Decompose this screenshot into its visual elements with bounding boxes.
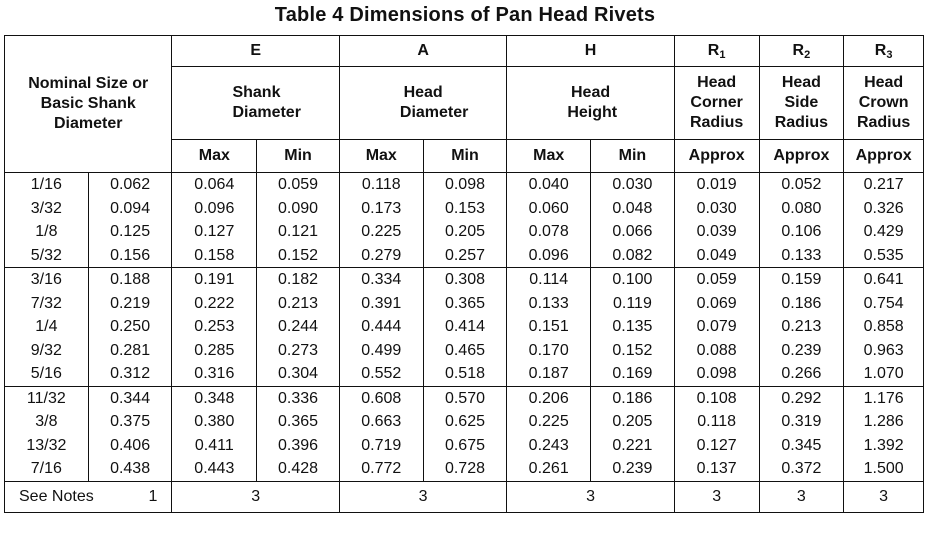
table-cell: 0.375: [110, 413, 151, 430]
table-cell: 0.137: [696, 460, 737, 477]
table-cell: 0.039: [696, 223, 737, 240]
notes-ref: 3: [674, 481, 759, 512]
table-cell: 0.125: [110, 223, 151, 240]
table-cell: 1/4: [35, 318, 58, 335]
table-cell: 0.285: [194, 341, 235, 359]
table-cell: 0.414: [444, 318, 485, 335]
table-cell: 0.273: [278, 341, 319, 359]
max-header: Max: [172, 140, 257, 173]
data-column-cell: [88, 268, 172, 387]
notes-ref: 3: [759, 481, 844, 512]
table-cell: 0.173: [361, 199, 402, 217]
table-cell: 0.365: [278, 413, 319, 430]
data-column-cell: [257, 268, 340, 387]
notes-row: [5, 481, 924, 512]
data-column-cell: [88, 386, 172, 481]
data-column-cell: [88, 173, 172, 268]
table-cell: 0.372: [781, 460, 822, 477]
data-column-cell: [257, 386, 340, 481]
data-column-cell: [674, 173, 759, 268]
data-column-cell: [507, 386, 591, 481]
table-cell: 0.345: [781, 436, 822, 454]
table-cell: 0.308: [444, 271, 485, 288]
table-cell: 5/16: [30, 365, 62, 382]
min-header: Min: [591, 140, 675, 173]
table-cell: 5/32: [30, 246, 62, 264]
table-cell: 0.059: [278, 176, 319, 193]
table-cell: 0.066: [612, 223, 653, 240]
table-cell: 0.170: [528, 341, 569, 359]
table-cell: 0.191: [194, 271, 235, 288]
symbol-subscript: 2: [804, 48, 811, 61]
table-cell: 1.176: [863, 389, 904, 407]
data-column-cell: [759, 386, 844, 481]
table-cell: 3/32: [30, 199, 62, 217]
table-cell: 1/8: [35, 223, 58, 240]
table-cell: 0.030: [696, 199, 737, 217]
table-cell: 0.182: [278, 271, 319, 288]
table-cell: 0.159: [781, 271, 822, 288]
table-cell: 0.428: [278, 460, 319, 477]
data-column-cell: [339, 173, 423, 268]
table-row-group: [5, 268, 924, 387]
table-cell: 0.213: [278, 294, 319, 312]
data-column-cell: [423, 173, 507, 268]
table-cell: 1.070: [863, 365, 904, 382]
rivet-dimensions-table: [4, 35, 924, 513]
table-cell: 0.108: [696, 389, 737, 407]
table-cell: 0.304: [278, 365, 319, 382]
symbol-letter: R: [707, 41, 720, 59]
data-column-cell: [5, 386, 89, 481]
table-cell: 0.675: [444, 436, 485, 454]
data-column-cell: [339, 268, 423, 387]
table-cell: 0.518: [444, 365, 485, 382]
table-cell: 0.094: [110, 199, 151, 217]
table-cell: 0.135: [612, 318, 653, 335]
table-cell: 0.225: [528, 413, 569, 430]
data-column-cell: [759, 173, 844, 268]
data-column-cell: [5, 173, 89, 268]
data-column-cell: [339, 386, 423, 481]
table-cell: 0.127: [696, 436, 737, 454]
table-cell: 0.090: [278, 199, 319, 217]
notes-wrap: [5, 488, 171, 506]
table-cell: 0.080: [781, 199, 822, 217]
data-column-cell: [674, 386, 759, 481]
column-description: Shank Diameter: [172, 67, 339, 140]
table-cell: 0.858: [863, 318, 904, 335]
table-cell: 1.392: [863, 436, 904, 454]
table-cell: 0.334: [361, 271, 402, 288]
table-cell: 0.406: [110, 436, 151, 454]
table-cell: 0.152: [278, 246, 319, 264]
data-column-cell: [172, 386, 257, 481]
table-cell: 0.608: [361, 389, 402, 407]
data-column-cell: [423, 268, 507, 387]
table-cell: 0.069: [696, 294, 737, 312]
table-cell: 0.336: [278, 389, 319, 407]
symbol-letter: R: [792, 41, 805, 59]
table-cell: 0.100: [612, 271, 653, 288]
table-cell: 0.222: [194, 294, 235, 312]
table-cell: 7/32: [30, 294, 62, 312]
notes-ref: 3: [172, 481, 339, 512]
table-cell: 0.098: [444, 176, 485, 193]
table-cell: 0.253: [194, 318, 235, 335]
table-cell: 9/32: [30, 341, 62, 359]
symbol-letter: R: [874, 41, 887, 59]
table-title: Table 4 Dimensions of Pan Head Rivets: [274, 4, 656, 26]
table-cell: 0.213: [781, 318, 822, 335]
table-cell: 1.286: [863, 413, 904, 430]
table-cell: 0.205: [444, 223, 485, 240]
table-cell: 11/32: [26, 389, 66, 407]
table-cell: 0.188: [110, 271, 151, 288]
column-symbol: [172, 36, 339, 67]
approx-header: Approx: [759, 140, 844, 173]
table-cell: 0.243: [528, 436, 569, 454]
column-symbol: [844, 36, 924, 67]
table-cell: 3/16: [30, 271, 62, 288]
table-cell: 0.754: [863, 294, 904, 312]
min-header: Min: [257, 140, 340, 173]
table-cell: 0.019: [696, 176, 737, 193]
table-cell: 0.365: [444, 294, 485, 312]
table-cell: 0.052: [781, 176, 822, 193]
data-column-cell: [591, 268, 675, 387]
table-cell: 13/32: [26, 436, 67, 454]
data-column-cell: [5, 268, 89, 387]
table-cell: 0.133: [528, 294, 569, 312]
notes-ref: 3: [844, 481, 924, 512]
table-cell: 0.279: [361, 246, 402, 264]
data-column-cell: [674, 268, 759, 387]
table-cell: 0.106: [781, 223, 822, 240]
column-description: Head Side Radius: [759, 67, 844, 140]
table-cell: 0.118: [697, 413, 737, 430]
table-cell: 0.127: [194, 223, 235, 240]
table-cell: 0.119: [612, 294, 652, 312]
max-header: Max: [507, 140, 591, 173]
table-cell: 0.244: [278, 318, 319, 335]
data-column-cell: [844, 173, 924, 268]
approx-header: Approx: [674, 140, 759, 173]
table-cell: 0.625: [444, 413, 485, 430]
column-symbol: [674, 36, 759, 67]
table-cell: 0.096: [194, 199, 235, 217]
table-cell: 0.187: [528, 365, 569, 382]
table-cell: 1/16: [30, 176, 62, 193]
column-description: Head Crown Radius: [844, 67, 924, 140]
table-cell: 0.040: [528, 176, 569, 193]
max-header: Max: [339, 140, 423, 173]
table-cell: 0.152: [612, 341, 653, 359]
table-cell: 3/8: [35, 413, 58, 430]
table-cell: 0.391: [361, 294, 402, 312]
notes-cell: [5, 481, 172, 512]
column-symbol: [339, 36, 506, 67]
table-cell: 0.221: [612, 436, 653, 454]
table-cell: 0.728: [444, 460, 485, 477]
symbol-subscript: 1: [719, 48, 726, 61]
table-cell: 0.719: [361, 436, 402, 454]
data-column-cell: [507, 268, 591, 387]
table-cell: 0.060: [528, 199, 569, 217]
table-cell: 0.217: [863, 176, 904, 193]
table-cell: 0.059: [696, 271, 737, 288]
data-column-cell: [423, 386, 507, 481]
notes-ref: 3: [507, 481, 674, 512]
table-cell: 0.158: [194, 246, 235, 264]
table-cell: 0.312: [110, 365, 151, 382]
table-cell: 0.261: [528, 460, 569, 477]
column-symbol: [507, 36, 674, 67]
table-cell: 0.064: [194, 176, 235, 193]
notes-ref: 1: [148, 487, 158, 505]
symbol-subscript: 3: [886, 48, 893, 61]
notes-ref: 3: [339, 481, 506, 512]
table-cell: 0.319: [781, 413, 822, 430]
table-cell: 0.266: [781, 365, 822, 382]
table-cell: 0.206: [528, 389, 569, 407]
table-cell: 0.151: [528, 318, 569, 335]
table-cell: 0.098: [696, 365, 737, 382]
min-header: Min: [423, 140, 507, 173]
nominal-size-header: Nominal Size or Basic Shank Diameter: [5, 36, 172, 173]
table-cell: 0.438: [110, 460, 151, 477]
table-cell: 0.225: [361, 223, 402, 240]
table-cell: 0.429: [863, 223, 904, 240]
data-column-cell: [172, 268, 257, 387]
table-cell: 0.570: [444, 389, 485, 407]
data-column-cell: [591, 386, 675, 481]
symbol-letter: E: [250, 42, 262, 59]
symbol-letter: H: [584, 42, 597, 59]
table-cell: 0.348: [194, 389, 235, 407]
table-cell: 0.186: [781, 294, 822, 312]
data-column-cell: [257, 173, 340, 268]
table-cell: 0.663: [361, 413, 402, 430]
table-cell: 0.465: [444, 341, 485, 359]
table-cell: 0.118: [361, 176, 401, 193]
table-cell: 1.500: [863, 460, 904, 477]
column-description: Head Height: [507, 67, 674, 140]
table-cell: 0.239: [612, 460, 653, 477]
table-cell: 0.219: [110, 294, 151, 312]
data-column-cell: [844, 386, 924, 481]
data-column-cell: [591, 173, 675, 268]
table-cell: 0.396: [278, 436, 319, 454]
table-cell: 0.552: [361, 365, 402, 382]
table-cell: 0.326: [863, 199, 904, 217]
table-cell: 7/16: [30, 460, 62, 477]
table-cell: 0.156: [110, 246, 151, 264]
table-cell: 0.048: [612, 199, 653, 217]
table-cell: 0.411: [194, 436, 234, 454]
header-row-symbols: [5, 36, 924, 67]
table-cell: 0.316: [194, 365, 235, 382]
data-column-cell: [759, 268, 844, 387]
table-cell: 0.082: [612, 246, 653, 264]
table-cell: 0.239: [781, 341, 822, 359]
table-cell: 0.344: [110, 389, 151, 407]
table-cell: 0.096: [528, 246, 569, 264]
table-cell: 0.205: [612, 413, 653, 430]
table-row-group: [5, 173, 924, 268]
table-row-group: [5, 386, 924, 481]
column-symbol: [759, 36, 844, 67]
table-cell: 0.443: [194, 460, 235, 477]
table-cell: 0.772: [361, 460, 402, 477]
table-cell: 0.133: [781, 246, 822, 264]
table-cell: 0.079: [696, 318, 737, 335]
table-cell: 0.641: [863, 271, 904, 288]
table-cell: 0.535: [863, 246, 904, 264]
table-cell: 0.186: [612, 389, 653, 407]
table-cell: 0.250: [110, 318, 151, 335]
table-cell: 0.281: [110, 341, 151, 359]
table-cell: 0.114: [529, 271, 569, 288]
data-column-cell: [507, 173, 591, 268]
table-cell: 0.292: [781, 389, 822, 407]
approx-header: Approx: [844, 140, 924, 173]
table-cell: 0.030: [612, 176, 653, 193]
table-cell: 0.062: [110, 176, 151, 193]
column-description: Head Diameter: [339, 67, 506, 140]
table-cell: 0.444: [361, 318, 402, 335]
symbol-letter: A: [417, 42, 429, 59]
table-cell: 0.049: [696, 246, 737, 264]
table-cell: 0.380: [194, 413, 235, 430]
table-cell: 0.088: [696, 341, 737, 359]
notes-label: See Notes: [19, 487, 94, 505]
table-cell: 0.153: [444, 199, 485, 217]
table-cell: 0.169: [612, 365, 653, 382]
table-cell: 0.121: [278, 223, 319, 240]
data-column-cell: [172, 173, 257, 268]
table-cell: 0.257: [444, 246, 485, 264]
table-cell: 0.499: [361, 341, 402, 359]
data-column-cell: [844, 268, 924, 387]
table-cell: 0.078: [528, 223, 569, 240]
table-cell: 0.963: [863, 341, 904, 359]
column-description: Head Corner Radius: [674, 67, 759, 140]
